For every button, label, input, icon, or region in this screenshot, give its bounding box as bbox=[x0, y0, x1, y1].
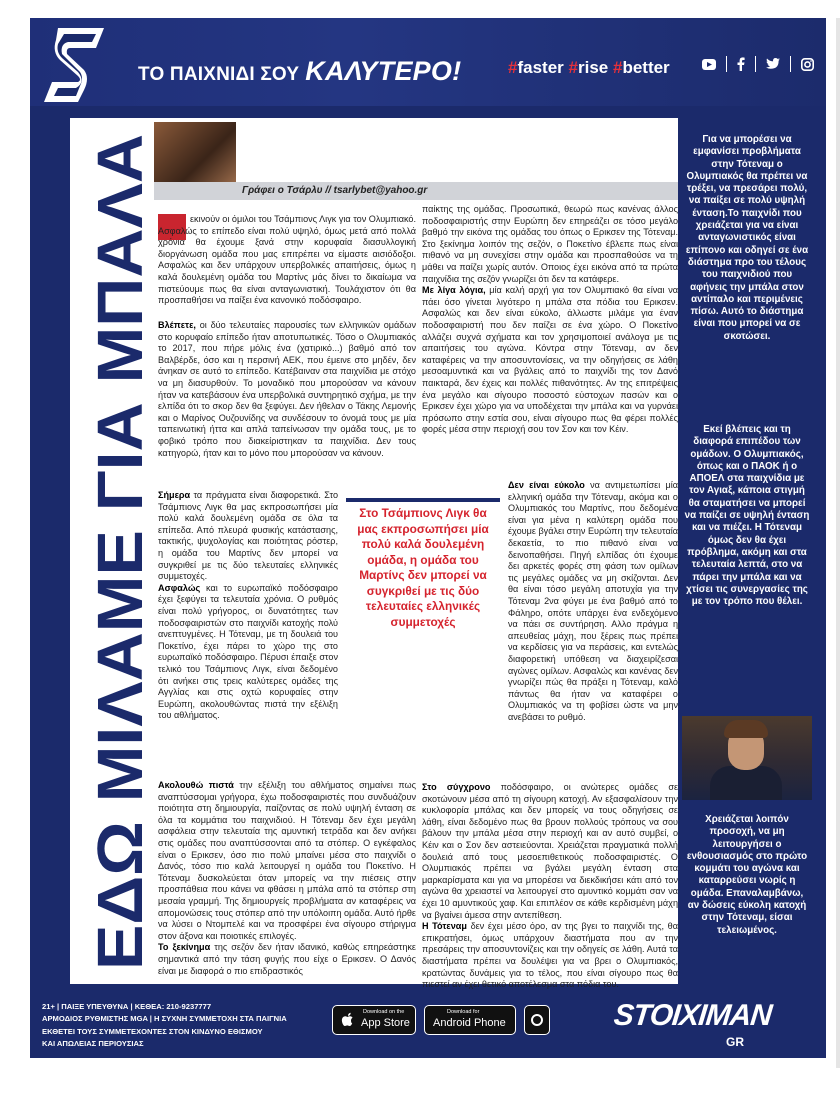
photo-hair bbox=[724, 720, 768, 738]
paragraph: παίκτης της ομάδας. Προσωπικά, θεωρώ πως κανένας άλλος ποδοσφαιριστής στην Ευρώπη δεν επηρεάζει σε τόσο μεγάλο βαθμό την εικόνα της ομάδας του όπως ο Ερικσεν της Τότεναμ. Στο ξεκίνημα λοιπόν της σεζόν, ο Ποκετίνο έβλεπε πως είναι πιθανό να μη συνεχίσει στην ομάδα και προσπαθούσε να τη μάθει να παίζει χωρίς αυτόν. Οποιος έχει εικόνα από τα πρώτα παιχνίδια της σεζόν γνωρίζει ότι δεν τα κατάφερε. bbox=[422, 204, 678, 284]
hash-mark: # bbox=[568, 58, 578, 77]
tag-rise: rise bbox=[577, 58, 609, 77]
legal-line: ΚΑΙ ΑΠΩΛΕΙΑΣ ΠΕΡΙΟΥΣΙΑΣ bbox=[42, 1039, 144, 1049]
legal-notice bbox=[42, 1001, 312, 1051]
hash-mark: # bbox=[508, 58, 518, 77]
lead-text: Ασφαλώς bbox=[158, 582, 201, 593]
android-small-label: Download for bbox=[447, 1009, 480, 1015]
lead-text: Ακολουθώ πιστά bbox=[158, 780, 234, 790]
vertical-title bbox=[76, 128, 156, 978]
lead-text: Βλέπετε, bbox=[158, 320, 196, 330]
body-text: να αντιμετωπίσει μία ελληνική ομάδα την Τότεναμ, ακόμα και ο Ολυμπιακός του Μαρτίνς, που δεδομένα είναι για μένα η καλύτερη ομάδα που έχουμε βγάλει στην Ευρώπη την τελευταία δεκαετία, το πιο πιθανό είναι να δεινοπαθήσει. Πηγή ελπίδας ότι έχουμε δει αρκετές φορές στη φάση των ομίλων τις μεγάλες ομάδες να μη σκίζονται. Δεν θα είναι τόσο μεγάλη αποτυχία για την Τότεναμ 2να φύγει με ένα βαθμό από το Φάληρο, οπότε υπάρχει ένα ενδεχόμενο να πάει σε συντήρηση. Αλλο πράγμα η απευθείας μάχη, που ξέρεις πως πρέπει να κερδίσεις για να περάσεις, και εντελώς διαφορετική υπόθεση να διαχειρίζεσαι αγώνες ομίλων. Ασφαλώς και κανένας δεν γνωρίζει πώς θα πράξει η Τότεναμ, καλό πάντως θα ήταν να καταφέρει ο Ολυμπιακός να τη φοβίσει ώστε να μην ανεβάσει το ρυθμό. bbox=[508, 480, 678, 722]
app-icon-button[interactable] bbox=[524, 1005, 550, 1035]
android-button[interactable] bbox=[424, 1005, 516, 1035]
photo-suit bbox=[710, 766, 782, 800]
paragraph bbox=[158, 942, 416, 977]
coach-photo bbox=[682, 716, 812, 800]
paragraph bbox=[422, 782, 678, 921]
divider bbox=[755, 56, 756, 72]
divider bbox=[790, 56, 791, 72]
column-1-cont bbox=[158, 320, 416, 459]
app-store-small-label: Download on the bbox=[363, 1009, 405, 1015]
body-text: την εξέλιξη του αθλήματος σημαίνει πως αναπτύσσομαι γρήγορα, έχω ποδοσφαιριστές που συνδυάζουν ποιότητα στη δημιουργία, παίζοντας σε πολύ υψηλή ένταση σε όλα τα κομμάτια του παιχνιδιού. Η Τότεναμ δεν έχει μεγάλη ασφάλεια στην τελευταία της αμυντική τετράδα και δεν ανήκει στις ομάδες που αναπτύσσονται από τα στόπερ. Ο εγκέφαλος είναι ο Ερικσεν, όσο πιο πολύ μπαίνει μέσα στο παιχνίδι ο Δανός, τόσο πιο καλά λειτουργεί η ομάδα του Ποκετίνο. Η Τότεναμ δυσκολεύεται όταν μπορείς να την πιέσεις στην προσπάθεια που κάνει να φθάσει η μπάλα από τα στόπερ στη μεσαία γραμμή. Της δημιουργείς προβλήματα αν καταφέρεις να απομονώσεις τους στόπερ από την υπόλοιπη ομάδα. Αυτό ήρθε να λύσει ο Ντομπελέ και να προσφέρει ένα σίγουρο στήριγμα στον άξονα και ποιοτικές επιλογές. bbox=[158, 780, 416, 941]
paragraph bbox=[508, 480, 678, 723]
tag-faster: faster bbox=[517, 58, 564, 77]
body-text: ποδόσφαιρο, οι ανώτερες ομάδες σε σκοτώνουν μέσα από τη σίγουρη κατοχή. Αν εξασφαλίσουν την κυκλοφορία μπάλας και δεν μπορείς να τους οδηγήσεις σε λάθη, είναι δεδομένο πως θα βρουν πολλούς τρόπους να σου βάλουν την μπάλα μέσα στην περιοχή και αν αυτό συμβεί, ο Κέιν και ο Σον δεν αστειεύονται. Χρειάζεται πραγματικά πολλή δουλειά από τους μεσοεπιθετικούς ποδοσφαιριστές. Ο Ολυμπιακός πρέπει να βγάλει μεγάλη ένταση στα μαρκαρίσματα και για να μπορέσει να διεκδικήσει κάτι από τον αγώνα θα χρειαστεί να λειτουργεί στο αμυντικό κομμάτι σαν να έχει 10 αμυντικούς χαφ. Και επιπλέον σε κάθε κερδισμένη μάχη να βγαίνει άμεσα στην αντεπίθεση. bbox=[422, 782, 678, 920]
title-emphasis: ΚΑΛΥΤΕΡΟ! bbox=[305, 56, 462, 86]
android-label: Android Phone bbox=[433, 1017, 506, 1029]
legal-line: ΕΚΘΕΤΕΙ ΤΟΥΣ ΣΥΜΜΕΤΕΧΟΝΤΕΣ ΣΤΟΝ ΚΙΝΔΥΝΟ ΕΘΙΣΜΟΥ bbox=[42, 1026, 263, 1036]
legal-line: 21+ | ΠΑΙΞΕ ΥΠΕΥΘΥΝΑ | ΚΕΘΕΑ: 210-9237777 bbox=[42, 1002, 212, 1011]
footer bbox=[30, 993, 826, 1058]
app-store-button[interactable] bbox=[332, 1005, 416, 1035]
header-band bbox=[30, 18, 826, 106]
column-1 bbox=[158, 214, 416, 307]
body-text: τα πράγματα είναι διαφορετικά. Στο Τσάμπιονς Λιγκ θα μας εκπροσωπήσει μία πολύ καλά δουλεμένη ομάδα σε όλα τα επίπεδα. Από πλευρά φυσικής κατάστασης, τακτικής, ψυχολογίας και ποιότητας ρόστερ, η ομάδα του Μαρτίνς δεν μπορεί να συγκριθεί με τις δύο τελευταίες ελληνικές συμμετοχές. bbox=[158, 490, 338, 582]
author-photo bbox=[154, 122, 236, 186]
sidebar-block-1: Για να μπορέσει να εμφανίσει προβλήματα στην Τότεναμ ο Ολυμπιακός θα πρέπει να τρέξει, να πρεσάρει πολύ, να παίξει σε πολύ υψηλή ένταση.Το παιχνίδι που χρειάζεται για να είναι ανταγωνιστικός είναι επίπονο και οδηγεί σε ένα διάστημα προ του τέλους του παιχνιδιού που αφήνεις την μπάλα στον αντίπαλο και περιμένεις πίσω. Αυτό το διάστημα είναι που μπορεί να σε σκοτώσει. bbox=[685, 134, 809, 342]
sidebar bbox=[678, 118, 816, 984]
page-title bbox=[138, 56, 461, 87]
paragraph bbox=[158, 780, 416, 942]
brand-logo: STOIXIMAN bbox=[612, 999, 773, 1032]
social-links bbox=[702, 56, 814, 72]
app-store-label: App Store bbox=[361, 1017, 410, 1029]
apple-icon bbox=[341, 1012, 355, 1031]
instagram-icon[interactable] bbox=[801, 58, 814, 71]
title-prefix: ΤΟ ΠΑΙΧΝΙΔΙ ΣΟΥ bbox=[138, 64, 300, 85]
divider bbox=[726, 56, 727, 72]
legal-line: ΑΡΜΟΔΙΟΣ ΡΥΘΜΙΣΤΗΣ MGA | Η ΣΥΧΝΗ ΣΥΜΜΕΤΟΧΗ ΣΤΑ ΠΑΙΓΝΙΑ bbox=[42, 1014, 287, 1024]
byline: Γράφει ο Τσάρλυ // tsarlybet@yahoo.gr bbox=[154, 182, 678, 200]
lead-text: Σήμερα bbox=[158, 490, 191, 500]
column-2-bottom bbox=[422, 782, 678, 991]
paragraph bbox=[158, 320, 416, 459]
sidebar-block-3: Χρειάζεται λοιπόν προσοχή, να μη λειτουργήσει ο ενθουσιασμός στο πρώτο κομμάτι του αγώνα και καταρρεύσει νωρίς η ομάδα. Επαναλαμβάνω, αν δώσεις εύκολη κατοχή στην Τότεναμ, είσαι τελειωμένος. bbox=[686, 814, 808, 936]
body-text: οι δύο τελευταίες παρουσίες των ελληνικών ομάδων στο κορυφαίο επίπεδο ήταν αποτυπωτικές. Τόσο ο Ολυμπιακός το 2017, που πήρε μόλις ένα (χατιρικό...) βαθμό από τον Βαλβέρδε, όσο και η περσινή ΑΕΚ, που έμεινε στο μηδέν, δεν άνηκαν σε αυτό το επίπεδο. Κατέβαιναν στα παιχνίδια με στόχο να μη διασυρθούν. Το μοναδικό που μπορούσαν να κάνουν ήταν να κατεβάσουν ένα υπερβολικά συντηρητικό σχήμα, με την ελπίδα ότι το σκορ δεν θα ξεφύγει. Δεν ήθελαν ο Τάκης Λεμονής και ο Μαρίνος Ουζουνίδης να συνδέσουν το όνομά τους με μία ταπεινωτική ήττα και απλά ταπείνωσαν την ομάδα τους, με το φοβικό τρόπο που διακείριστηκαν τα παιχνίδια. Δεν τους κατηγορώ, ήταν και το μόνο που μπορούσαν να κάνουν. bbox=[158, 320, 416, 458]
s-logo-icon bbox=[44, 26, 106, 104]
paragraph bbox=[422, 285, 678, 436]
paragraph bbox=[158, 583, 338, 722]
paragraph bbox=[158, 490, 338, 583]
body-text: και το ευρωπαϊκό ποδόσφαιρο έχει ξεφύγει τα τελευταία χρόνια. Ο ρυθμός είναι πολύ γρήγορος, οι δυνατότητες των ποδοσφαιριστών στο παιχνίδι κατοχής πολύ ανεπτυγμένες. Η Τότεναμ, με τη δουλειά του Ποκετίνο, έχει πάρει το χώρο της στο ευρωπαϊκό ποδόσφαιρο. Πέρυσι έπαιξε στον τελικό του Τσάμπιονς Λιγκ, είναι δεδομένο ότι ανήκει στις τρεις καλύτερες ομάδες της Αγγλίας και στις οχτώ κορυφαίες στην Ευρώπη, ακολουθώντας πιστά την εξέλιξη του αθλήματος. bbox=[158, 582, 338, 721]
lead-text: Στο σύγχρονο bbox=[422, 782, 491, 792]
article bbox=[70, 118, 682, 990]
youtube-icon[interactable] bbox=[702, 59, 716, 70]
facebook-icon[interactable] bbox=[737, 57, 745, 71]
page bbox=[30, 18, 826, 1058]
body-text: της σεζόν δεν ήταν ιδανικό, καθώς επηρεάστηκε σημαντικά από την τάση φυγής που είχε ο Ερικσεν. Ο Δανός είναι με διαφορά ο πιο επιδραστικός bbox=[158, 942, 416, 976]
lead-text: Με λίγα λόγια, bbox=[422, 285, 486, 296]
column-1-bottom bbox=[158, 780, 416, 977]
brand-suffix: GR bbox=[726, 1035, 744, 1049]
paragraph: εκινούν οι όμιλοι του Τσάμπιονς Λιγκ για τον Ολυμπιακό. Ασφαλώς το επίπεδο είναι πολύ υψηλό, όμως μετά από πολλά χρόνια θα έχουμε ξανά στην κορυφαία διασυλλογική διοργάνωση ομάδα που μας επιτρέπει να είμαστε αισιόδοξοι. Ασφαλώς και δεν υπάρχουν υπερβολικές απαιτήσεις, όμως η καλά δουλεμένη ομάδα του Μαρτίνς μάς δίνει το δικαίωμα να πιστεύουμε πως θα είναι ανταγωνιστική. Τουλάχιστον ότι θα προσπαθήσει να παίξει ένα κανονικό ποδόσφαιρο. bbox=[158, 214, 416, 306]
tag-better: better bbox=[622, 58, 670, 77]
lead-text: Το ξεκίνημα bbox=[158, 942, 211, 953]
column-2-narrow bbox=[508, 480, 678, 723]
lead-text: Δεν είναι εύκολο bbox=[508, 480, 585, 490]
sidebar-block-2: Εκεί βλέπεις και τη διαφορά επιπέδου των ομάδων. Ο Ολυμπιακός, όπως και ο ΠΑΟΚ ή ο ΑΠΟΕΛ στα παιχνίδια με τον Αγιαξ, κάποια στιγμή θα σταματήσει να μπορεί να παίζει σε υψηλή ένταση και να πιέζει. Η Τότεναμ όμως δεν θα έχει πρόβλημα, ακόμη και στα τελευταία λεπτά, στο να πάρει την μπάλα και να χτίσει τις συνεργασίες της με τον τρόπο που θέλει. bbox=[684, 424, 810, 608]
circle-icon bbox=[531, 1014, 543, 1026]
vertical-title-text: ΕΔΩ ΜΙΛΑΜΕ ΓΙΑ ΜΠΑΛΑ bbox=[84, 183, 156, 970]
hash-mark: # bbox=[612, 58, 623, 77]
lead-text: Η Τότεναμ bbox=[422, 921, 467, 932]
twitter-icon[interactable] bbox=[766, 58, 780, 70]
column-2 bbox=[422, 204, 678, 436]
column-1-narrow bbox=[158, 490, 338, 722]
hashtags bbox=[508, 58, 670, 78]
body-text: δεν έχει μέσο όρο, αν της βγει το παιχνίδι της, θα επικρατήσει, όμως υπάρχουν διαστήματα που αν την πρεσάρεις την αποσυντονίζεις και την οδηγείς σε λάθη. Αυτά τα διαστήματα πρέπει να δουλέψει για να βρει ο Ολυμπιακός, κρατώντας δυνάμεις για το τέλος, που είναι σίγουρο πως θα πιεστεί αν έχει θετικό αποτέλεσμα στα πόδια του. bbox=[422, 921, 678, 990]
body-text: μία καλή αρχή για τον Ολυμπιακό θα είναι να πάει όσο γίνεται λιγότερο η μπάλα στα πόδια του Ερικσεν. Ασφαλώς και δεν είναι εύκολο, άλλωστε μιλάμε για έναν ποδοσφαιριστή που δεν παίζει σε ένα χώρο. Ο Ποκετίνο αλλάζει συχνά σχήματα και τον χρησιμοποιεί ανάλογα με τις απαιτήσεις του αγώνα. Κόντρα στην Τότεναμ, αν δεν καταφέρεις να την αποσυντονίσεις, να την οδηγήσεις σε λάθη μεσοαμυντικά και να βγάλεις από το παιχνίδι της τον Δανό παικταρά, δεν έχεις και πολλές πιθανότητες. Αν της επιτρέψεις ένα μεγάλο και σίγουρο ποσοστό εύστοχων πασών και ο Ερικσεν έχει χώρο για να υποδέχεται την μπάλα και να γυρνάει πρόσωπο στην εστία σου, είναι σίγουρο πως θα φέρει πολλές φορές μέσα στην περιοχή σου τον Σον και τον Κέιν. bbox=[422, 285, 678, 435]
paragraph bbox=[422, 921, 678, 991]
pull-quote: Στο Τσάμπιονς Λιγκ θα μας εκπροσωπήσει μία πολύ καλά δουλεμένη ομάδα, η ομάδα του Μαρτίνς δεν μπορεί να συγκριθεί με τις δύο τελευταίες ελληνικές συμμετοχές bbox=[346, 498, 500, 634]
